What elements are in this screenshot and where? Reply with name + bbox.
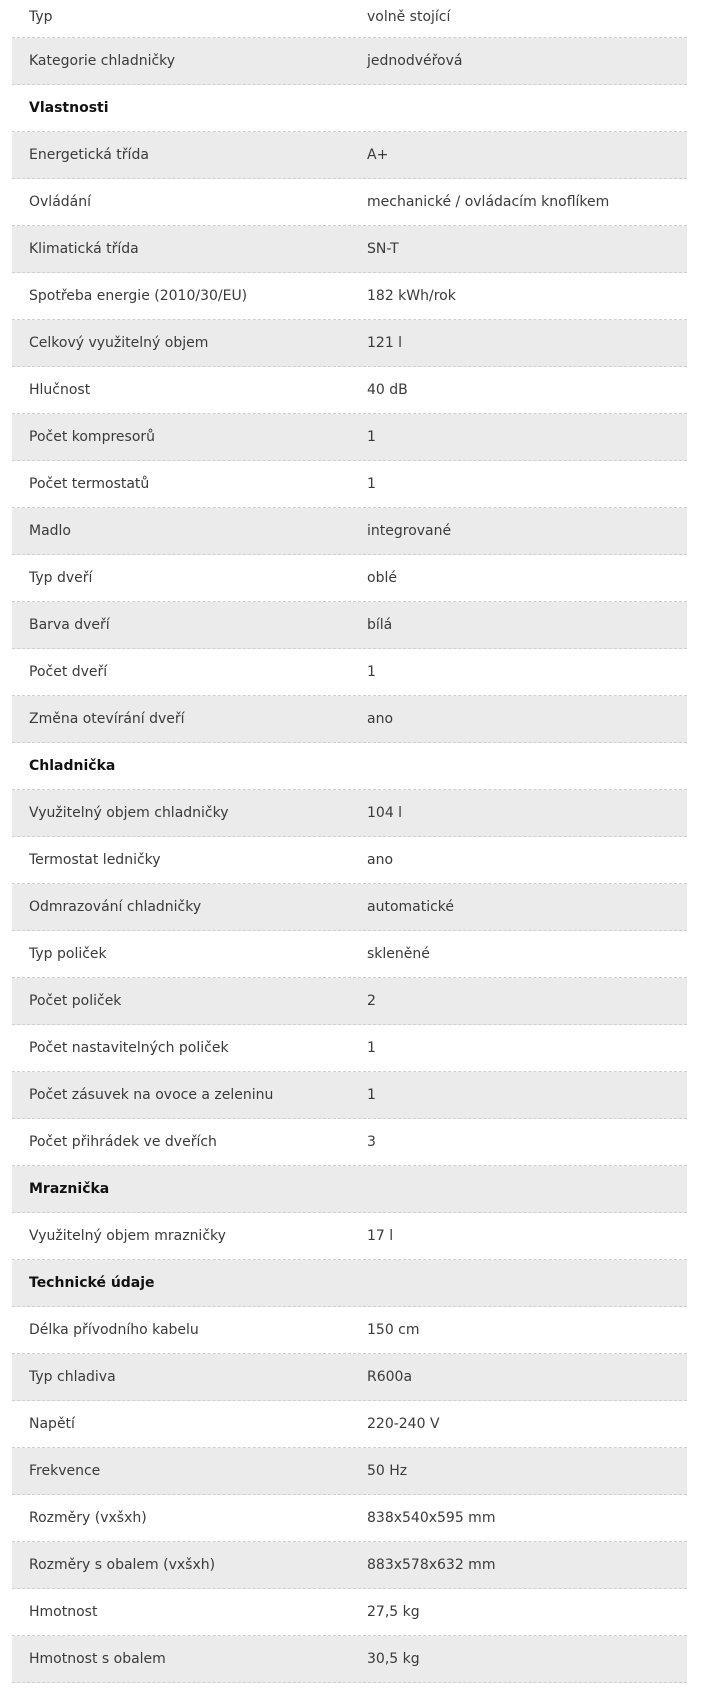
spec-row [12, 226, 687, 273]
spec-row [12, 931, 687, 978]
spec-label: Využitelný objem chladničky [29, 805, 229, 821]
spec-value: ano [367, 852, 394, 868]
spec-label: Hmotnost [29, 1604, 98, 1620]
spec-label: Délka přívodního kabelu [29, 1322, 199, 1338]
spec-value: 1 [367, 429, 376, 445]
spec-label: Frekvence [29, 1463, 101, 1479]
spec-value: 50 Hz [367, 1463, 408, 1479]
spec-value: ano [367, 711, 394, 727]
spec-value: A+ [367, 147, 389, 163]
spec-value: jednodvéřová [367, 53, 463, 69]
spec-value: 838x540x595 mm [367, 1510, 496, 1526]
spec-row [12, 696, 687, 743]
spec-row [12, 273, 687, 320]
spec-label: Počet dveří [29, 664, 108, 680]
spec-label: Typ [29, 9, 53, 25]
section-title: Vlastnosti [29, 100, 109, 116]
spec-value: 182 kWh/rok [367, 288, 456, 304]
spec-value: 220-240 V [367, 1416, 440, 1432]
spec-row [12, 1636, 687, 1683]
spec-row [12, 38, 687, 85]
spec-label: Typ poliček [29, 946, 107, 962]
spec-label: Napětí [29, 1416, 75, 1432]
spec-row [12, 790, 687, 837]
spec-label: Typ chladiva [29, 1369, 116, 1385]
spec-value: 121 l [367, 335, 403, 351]
spec-label: Využitelný objem mrazničky [29, 1228, 226, 1244]
spec-value: 1 [367, 1087, 376, 1103]
spec-value: 2 [367, 993, 376, 1009]
spec-label: Počet zásuvek na ovoce a zeleninu [29, 1087, 274, 1103]
spec-value: 150 cm [367, 1322, 420, 1338]
section-header-row [12, 85, 687, 132]
spec-label: Počet termostatů [29, 476, 150, 492]
section-title: Mraznička [29, 1181, 110, 1197]
spec-label: Změna otevírání dveří [29, 711, 185, 727]
spec-value: 3 [367, 1134, 376, 1150]
spec-row [12, 1542, 687, 1589]
spec-row [12, 320, 687, 367]
spec-value: oblé [367, 570, 397, 586]
spec-value: 1 [367, 476, 376, 492]
spec-value: bílá [367, 617, 393, 633]
spec-row [12, 978, 687, 1025]
spec-value: 883x578x632 mm [367, 1557, 496, 1573]
spec-value: automatické [367, 899, 455, 915]
section-title: Technické údaje [29, 1275, 155, 1291]
spec-label: Celkový využitelný objem [29, 335, 209, 351]
spec-value: volně stojící [367, 9, 451, 25]
spec-label: Spotřeba energie (2010/30/EU) [29, 288, 248, 304]
spec-label: Ovládání [29, 194, 92, 210]
spec-row [12, 0, 687, 38]
spec-row [12, 1213, 687, 1260]
spec-label: Hlučnost [29, 382, 91, 398]
spec-row [12, 1589, 687, 1636]
spec-row [12, 1025, 687, 1072]
spec-row [12, 461, 687, 508]
spec-label: Počet kompresorů [29, 429, 156, 445]
spec-label: Typ dveří [29, 570, 93, 586]
spec-row [12, 1401, 687, 1448]
section-header-row [12, 743, 687, 790]
spec-row [12, 1119, 687, 1166]
spec-row [12, 555, 687, 602]
spec-table [12, 0, 687, 1683]
spec-row [12, 884, 687, 931]
spec-row [12, 132, 687, 179]
spec-label: Rozměry s obalem (vxšxh) [29, 1557, 216, 1573]
spec-value: mechanické / ovládacím knoflíkem [367, 194, 610, 210]
spec-row [12, 414, 687, 461]
spec-label: Energetická třída [29, 147, 149, 163]
spec-value: SN-T [367, 241, 399, 257]
spec-row [12, 367, 687, 414]
spec-label: Termostat ledničky [29, 852, 161, 868]
spec-value: 27,5 kg [367, 1604, 420, 1620]
spec-row [12, 508, 687, 555]
spec-row [12, 1448, 687, 1495]
spec-value: 104 l [367, 805, 403, 821]
spec-value: R600a [367, 1369, 413, 1385]
spec-label: Počet přihrádek ve dveřích [29, 1134, 217, 1150]
spec-label: Počet nastavitelných poliček [29, 1040, 229, 1056]
spec-row [12, 1495, 687, 1542]
spec-value: skleněné [367, 946, 430, 962]
spec-label: Počet poliček [29, 993, 122, 1009]
spec-label: Kategorie chladničky [29, 53, 176, 69]
spec-label: Barva dveří [29, 617, 110, 633]
spec-row [12, 837, 687, 884]
spec-value: 1 [367, 1040, 376, 1056]
spec-row [12, 179, 687, 226]
section-header-row [12, 1166, 687, 1213]
spec-label: Rozměry (vxšxh) [29, 1510, 147, 1526]
section-title: Chladnička [29, 758, 116, 774]
spec-row [12, 649, 687, 696]
spec-label: Klimatická třída [29, 241, 139, 257]
spec-label: Madlo [29, 523, 71, 539]
spec-value: integrované [367, 523, 452, 539]
spec-row [12, 602, 687, 649]
spec-label: Odmrazování chladničky [29, 899, 202, 915]
spec-value: 30,5 kg [367, 1651, 420, 1667]
spec-row [12, 1307, 687, 1354]
section-header-row [12, 1260, 687, 1307]
spec-value: 17 l [367, 1228, 394, 1244]
spec-label: Hmotnost s obalem [29, 1651, 166, 1667]
spec-value: 1 [367, 664, 376, 680]
spec-row [12, 1354, 687, 1401]
spec-row [12, 1072, 687, 1119]
spec-value: 40 dB [367, 382, 408, 398]
